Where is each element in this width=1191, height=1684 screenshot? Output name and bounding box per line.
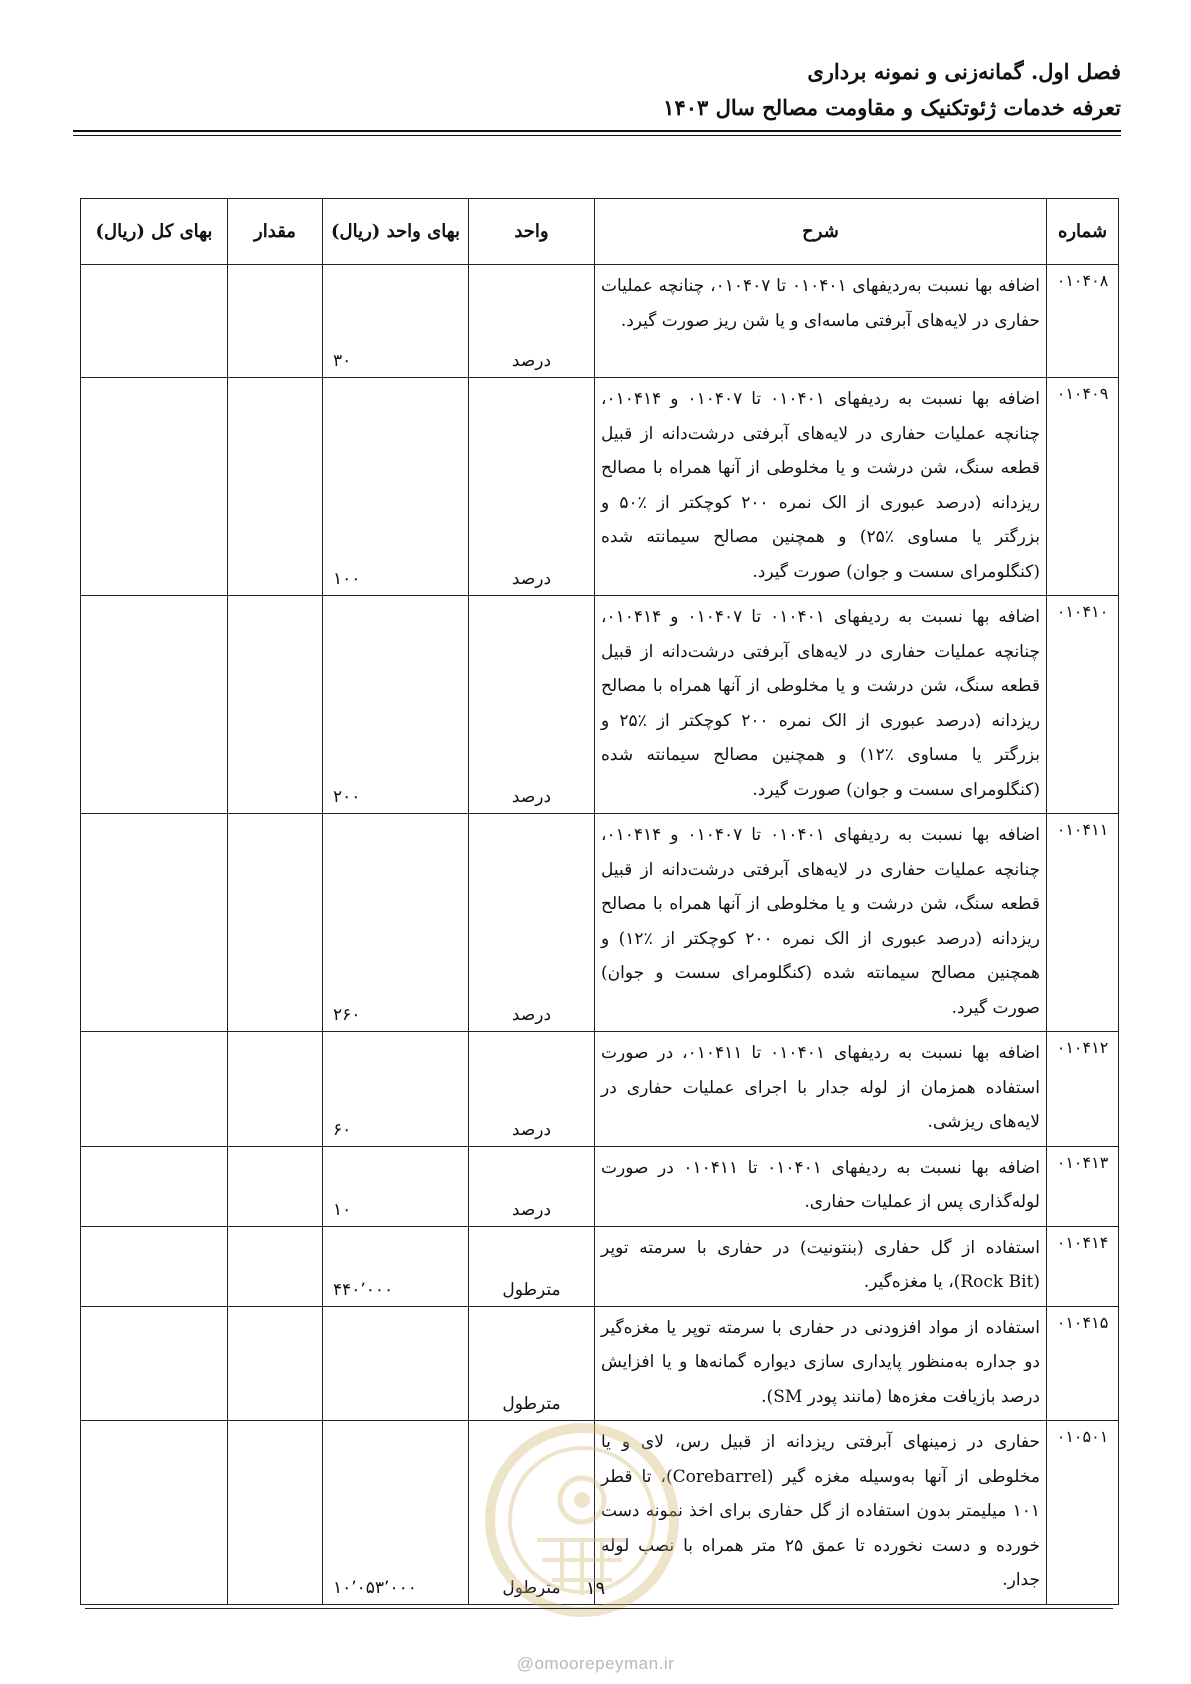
row-quantity	[228, 378, 323, 596]
row-total-price	[81, 814, 228, 1032]
row-description: اضافه بها نسبت به ردیفهای ۰۱۰۴۰۱ تا ۰۱۰۴۰۷ و ۰۱۰۴۱۴، چنانچه عملیات حفاری در لایه‌های آبرفتی درشت‌دانه از قبیل قطعه سنگ، شن درشت و یا مخلوطی از آنها همراه با مصالح ریزدانه (درصد عبوری از الک نمره ۲۰۰ کوچکتر از ٪۲۵ و بزرگتر یا مساوی ٪۱۲) و همچنین مصالح سیمانته شده (کنگلومرای سست و جوان) صورت گیرد.	[595, 596, 1047, 814]
row-total-price	[81, 596, 228, 814]
table-row	[81, 378, 1119, 596]
row-unit-price: ۳۰	[323, 265, 469, 378]
row-unit: درصد	[469, 1146, 595, 1226]
row-unit-price: ۱۰	[323, 1146, 469, 1226]
row-description: اضافه بها نسبت به‌ردیفهای ۰۱۰۴۰۱ تا ۰۱۰۴۰۷، چنانچه عملیات حفاری در لایه‌های آبرفتی ماسه‌ای و یا شن ریز صورت گیرد.	[595, 265, 1047, 378]
row-description: اضافه بها نسبت به ردیفهای ۰۱۰۴۰۱ تا ۰۱۰۴۰۷ و ۰۱۰۴۱۴، چنانچه عملیات حفاری در لایه‌های آبرفتی درشت‌دانه از قبیل قطعه سنگ، شن درشت و یا مخلوطی از آنها همراه با مصالح ریزدانه (درصد عبوری از الک نمره ۲۰۰ کوچکتر از ٪۱۲) و همچنین مصالح سیمانته شده (کنگلومرای سست و جوان) صورت گیرد.	[595, 814, 1047, 1032]
row-quantity	[228, 1306, 323, 1421]
table-row	[81, 1226, 1119, 1306]
header-total-price: بهای کل (ریال)	[81, 199, 228, 265]
row-unit: درصد	[469, 596, 595, 814]
row-code: ۰۱۰۴۱۴	[1047, 1226, 1119, 1306]
row-description: اضافه بها نسبت به ردیفهای ۰۱۰۴۰۱ تا ۰۱۰۴۱۱ در صورت لوله‌گذاری پس از عملیات حفاری.	[595, 1146, 1047, 1226]
row-description: استفاده از مواد افزودنی در حفاری با سرمته توپر یا مغزه‌گیر دو جداره به‌منظور پایداری سازی دیواره گمانه‌ها و یا افزایش درصد بازیافت مغزه‌ها (مانند پودر SM).	[595, 1306, 1047, 1421]
row-quantity	[228, 814, 323, 1032]
row-code: ۰۱۰۴۰۸	[1047, 265, 1119, 378]
header-quantity: مقدار	[228, 199, 323, 265]
header-unit: واحد	[469, 199, 595, 265]
page-number: ۱۹	[585, 1578, 606, 1599]
table-row	[81, 1306, 1119, 1421]
tariff-table	[80, 198, 1119, 1605]
footer-rule	[85, 1608, 1113, 1609]
row-code: ۰۱۰۴۰۹	[1047, 378, 1119, 596]
row-unit: درصد	[469, 265, 595, 378]
table-row	[81, 1032, 1119, 1147]
row-total-price	[81, 1226, 228, 1306]
row-quantity	[228, 1421, 323, 1605]
row-unit-price: ۲۶۰	[323, 814, 469, 1032]
header-rule-thin	[73, 135, 1121, 136]
header-rule-thick	[73, 130, 1121, 132]
row-description: حفاری در زمینهای آبرفتی ریزدانه از قبیل رس، لای و یا مخلوطی از آنها به‌وسیله مغزه گیر (Corebarrel)، تا قطر ۱۰۱ میلیمتر بدون استفاده از گل حفاری برای اخذ نمونه دست خورده و دست نخورده تا عمق ۲۵ متر همراه با نصب لوله جدار.	[595, 1421, 1047, 1605]
row-code: ۰۱۰۴۱۵	[1047, 1306, 1119, 1421]
row-quantity	[228, 1032, 323, 1147]
table-header-row	[81, 199, 1119, 265]
row-quantity	[228, 1146, 323, 1226]
chapter-title: فصل اول. گمانه‌زنی و نمونه برداری	[807, 59, 1121, 84]
row-unit-price: ۴۴۰٬۰۰۰	[323, 1226, 469, 1306]
row-unit: مترطول	[469, 1306, 595, 1421]
row-total-price	[81, 1421, 228, 1605]
row-description: اضافه بها نسبت به ردیفهای ۰۱۰۴۰۱ تا ۰۱۰۴۰۷ و ۰۱۰۴۱۴، چنانچه عملیات حفاری در لایه‌های آبرفتی درشت‌دانه از قبیل قطعه سنگ، شن درشت و یا مخلوطی از آنها همراه با مصالح ریزدانه (درصد عبوری از الک نمره ۲۰۰ کوچکتر از ٪۵۰ و بزرگتر یا مساوی ٪۲۵) و همچنین مصالح سیمانته شده (کنگلومرای سست و جوان) صورت گیرد.	[595, 378, 1047, 596]
row-code: ۰۱۰۴۱۱	[1047, 814, 1119, 1032]
row-unit-price: ۶۰	[323, 1032, 469, 1147]
row-total-price	[81, 1306, 228, 1421]
row-unit: درصد	[469, 378, 595, 596]
table-row	[81, 1146, 1119, 1226]
page-header	[663, 54, 1121, 126]
row-unit: مترطول	[469, 1226, 595, 1306]
watermark: @omoorepeyman.ir	[516, 1654, 675, 1673]
row-unit-price	[323, 1306, 469, 1421]
header-unit-price: بهای واحد (ریال)	[323, 199, 469, 265]
row-quantity	[228, 596, 323, 814]
table-row	[81, 265, 1119, 378]
row-unit-price: ۲۰۰	[323, 596, 469, 814]
header-description: شرح	[595, 199, 1047, 265]
row-unit-price: ۱۰٬۰۵۳٬۰۰۰	[323, 1421, 469, 1605]
row-unit-price: ۱۰۰	[323, 378, 469, 596]
row-unit: درصد	[469, 814, 595, 1032]
row-code: ۰۱۰۵۰۱	[1047, 1421, 1119, 1605]
tariff-title: تعرفه خدمات ژئوتکنیک و مقاومت مصالح سال ۱۴۰۳	[663, 95, 1121, 120]
row-total-price	[81, 1146, 228, 1226]
row-code: ۰۱۰۴۱۰	[1047, 596, 1119, 814]
row-code: ۰۱۰۴۱۲	[1047, 1032, 1119, 1147]
header-code: شماره	[1047, 199, 1119, 265]
row-description: اضافه بها نسبت به ردیفهای ۰۱۰۴۰۱ تا ۰۱۰۴۱۱، در صورت استفاده همزمان از لوله جدار با اجرای عملیات حفاری در لایه‌های ریزشی.	[595, 1032, 1047, 1147]
table-row	[81, 596, 1119, 814]
row-total-price	[81, 1032, 228, 1147]
table-row	[81, 814, 1119, 1032]
row-unit: درصد	[469, 1032, 595, 1147]
row-total-price	[81, 378, 228, 596]
row-total-price	[81, 265, 228, 378]
row-code: ۰۱۰۴۱۳	[1047, 1146, 1119, 1226]
row-unit: مترطول	[469, 1421, 595, 1605]
row-quantity	[228, 265, 323, 378]
row-description: استفاده از گل حفاری (بنتونیت) در حفاری با سرمته توپر (Rock Bit)، یا مغزه‌گیر.	[595, 1226, 1047, 1306]
row-quantity	[228, 1226, 323, 1306]
